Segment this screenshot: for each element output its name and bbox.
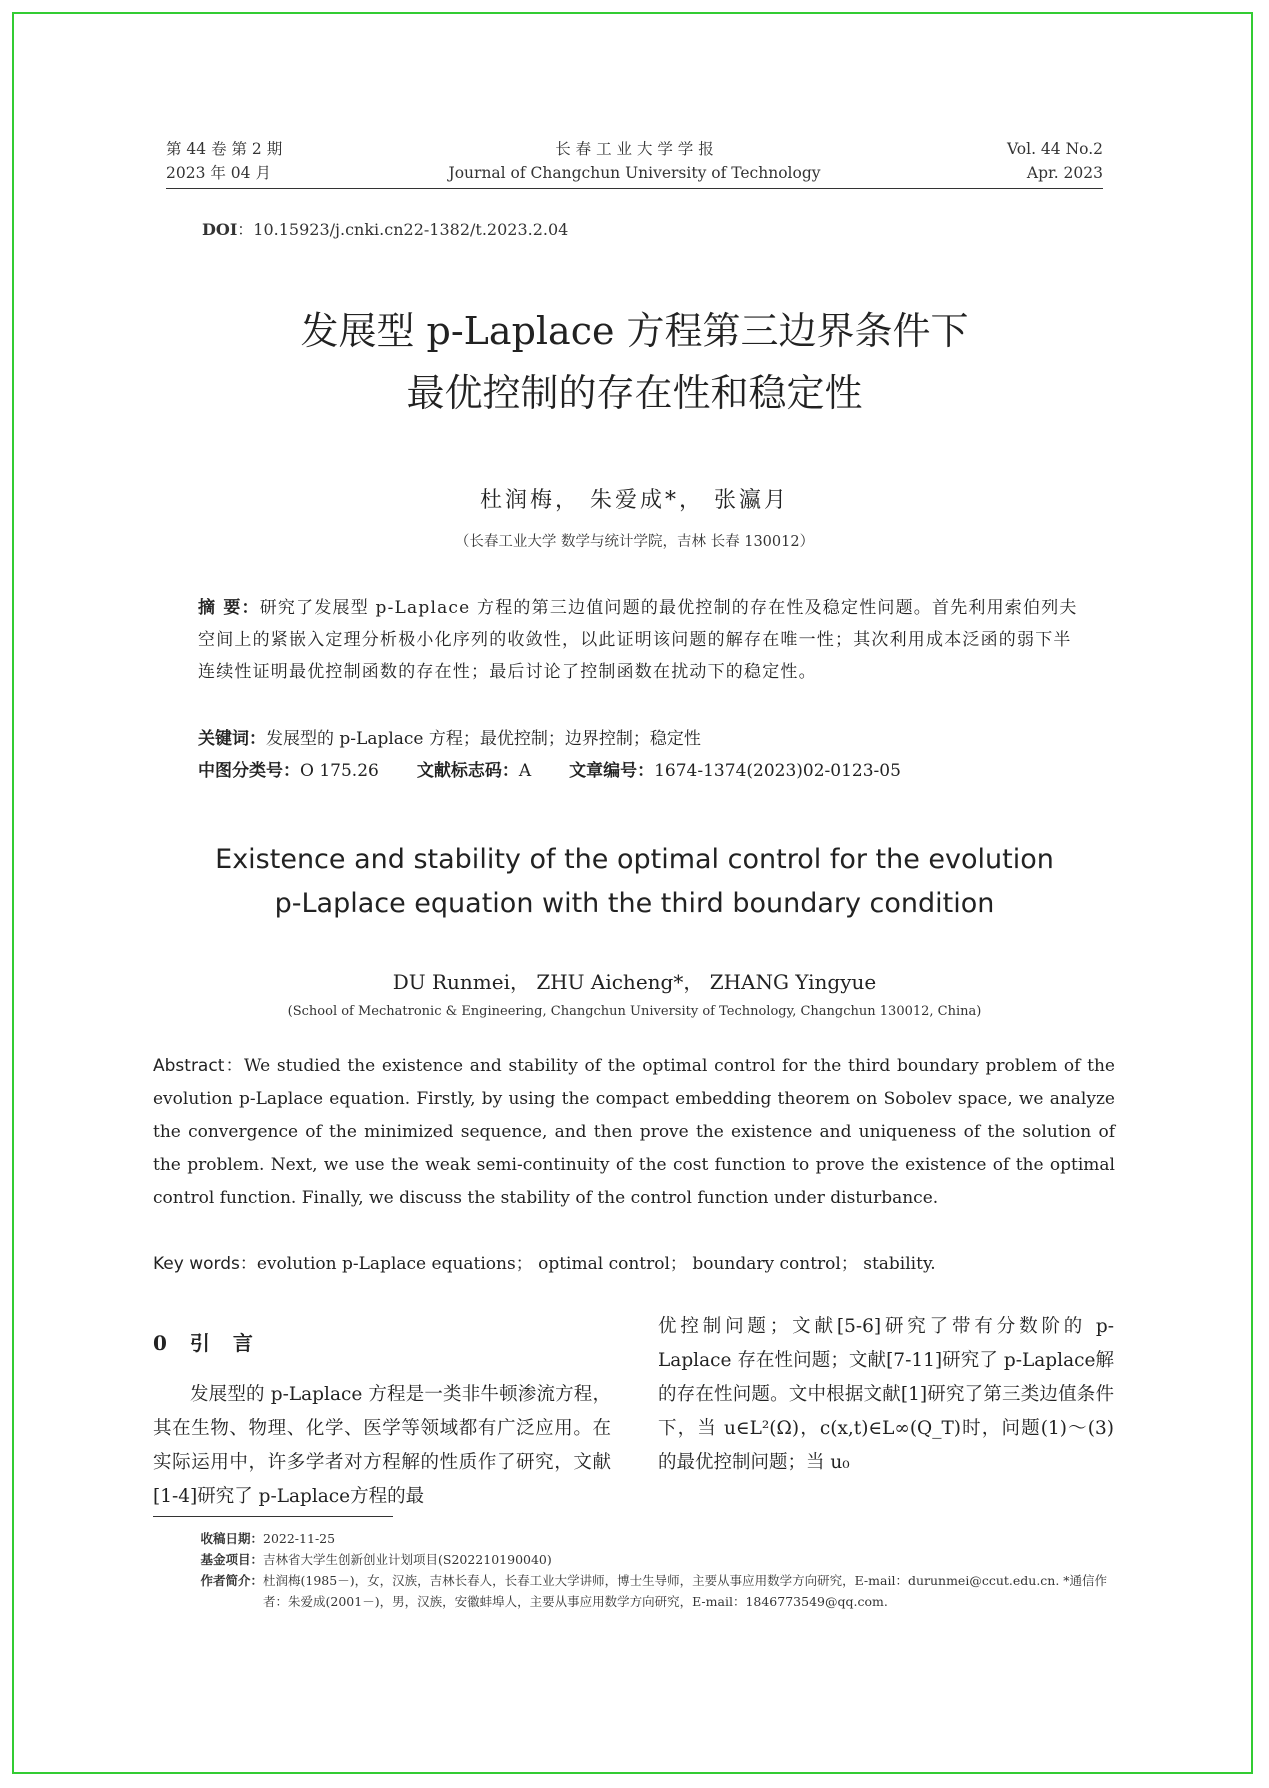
doi-value: ：10.15923/j.cnki.cn22-1382/t.2023.2.04	[237, 220, 569, 239]
doccode-value: A	[518, 761, 532, 781]
paper-title-cn	[0, 300, 1269, 424]
volume-issue: 第 44 卷 第 2 期	[166, 140, 283, 158]
body-left-text: 发展型的 p-Laplace 方程是一类非牛顿渗流方程，其在生物、物理、化学、医学等领域都有广泛应用。在实际运用中，许多学者对方程解的性质作了研究，文献[1-4]研究了 p-Laplace方程的最	[153, 1384, 611, 1507]
header-divider	[166, 188, 1103, 189]
journal-issue-en	[1007, 137, 1103, 185]
issue-date: 2023 年 04 月	[166, 164, 271, 182]
title-en-line2: p-Laplace equation with the third boundary condition	[274, 888, 995, 919]
doi-line	[202, 217, 568, 240]
body-right-text: 优控制问题；文献[5-6]研究了带有分数阶的 p-Laplace 存在性问题；文献[7-11]研究了 p-Laplace解的存在性问题。文中根据文献[1]研究了第三类边值条件下，当 u∈L²(Ω)，c(x,t)∈L∞(Q_T)时，问题(1)～(3)的最优控制问题；当 u₀	[658, 1316, 1114, 1473]
abstract-en-text: We studied the existence and stability of the optimal control for the third boundary problem of the evolution p-Laplace equation. Firstly, by using the compact embedding theorem on Sobolev space, we analyze the convergence of the minimized sequence, and then prove the existence and uniqueness of the solution of the problem. Next, we use the weak semi-continuity of the cost function to prove the existence of the optimal control function. Finally, we discuss the stability of the control function under disturbance.	[153, 1056, 1115, 1208]
abstract-cn	[198, 592, 1078, 688]
abstract-en-label: Abstract：	[153, 1056, 244, 1076]
class-label: 中图分类号：	[198, 761, 300, 781]
authors-cn: 杜润梅， 朱爱成*， 张瀛月	[480, 488, 789, 513]
classification-line	[198, 756, 901, 786]
fund-label: 基金项目：	[200, 1552, 263, 1567]
keywords-cn-label: 关键词：	[198, 729, 266, 749]
author-bio: 杜润梅(1985－)，女，汉族，吉林长春人，长春工业大学讲师，博士生导师，主要从事应用数学方向研究，E-mail：durunmei@ccut.edu.cn. *通信作者：朱爱成(2001－)，男，汉族，安徽蚌埠人，主要从事应用数学方向研究，E-mail：1846773549@qq.com.	[263, 1573, 1108, 1609]
body-left-column	[153, 1378, 611, 1514]
keywords-en-label: Key words：	[153, 1254, 257, 1274]
keywords-cn	[198, 724, 701, 754]
keywords-cn-text: 发展型的 p-Laplace 方程；最优控制；边界控制；稳定性	[266, 729, 701, 749]
received-value: 2022-11-25	[263, 1531, 336, 1546]
title-cn-line2: 最优控制的存在性和稳定性	[406, 371, 863, 415]
article-value: 1674-1374(2023)02-0123-05	[654, 761, 901, 781]
article-label: 文章编号：	[569, 761, 655, 781]
keywords-en-text: evolution p-Laplace equations； optimal control； boundary control； stability.	[256, 1254, 936, 1274]
body-right-column	[658, 1310, 1114, 1480]
section-heading: 0 引 言	[153, 1331, 261, 1355]
title-en-line1: Existence and stability of the optimal control for the evolution	[215, 844, 1054, 875]
class-value: O 175.26	[300, 761, 379, 781]
affiliation-cn: （长春工业大学 数学与统计学院，吉林 长春 130012）	[454, 534, 815, 550]
journal-name-en: Journal of Changchun University of Technology	[448, 164, 821, 182]
authors-en: DU Runmei， ZHU Aicheng*， ZHANG Yingyue	[392, 970, 877, 994]
keywords-en	[153, 1249, 936, 1279]
affiliation-en: (School of Mechatronic & Engineering, Changchun University of Technology, Changchun 130012, China)	[287, 1004, 982, 1019]
abstract-en	[153, 1050, 1115, 1215]
paper-title-en	[0, 838, 1269, 926]
title-cn-line1: 发展型 p-Laplace 方程第三边界条件下	[300, 309, 969, 353]
fund-value: 吉林省大学生创新创业计划项目(S202210190040)	[263, 1552, 552, 1567]
footnote-received	[153, 1528, 1113, 1549]
footnote-divider	[153, 1516, 393, 1517]
journal-name-cn: 长 春 工 业 大 学 学 报	[555, 140, 714, 158]
doi-label: DOI	[202, 220, 238, 239]
footnote-fund	[153, 1549, 1113, 1570]
volume-number: Vol. 44 No.2	[1007, 140, 1103, 158]
received-label: 收稿日期：	[200, 1531, 263, 1546]
bio-label: 作者简介：	[200, 1573, 263, 1588]
doccode-label: 文献标志码：	[416, 761, 519, 781]
issue-date-en: Apr. 2023	[1026, 164, 1103, 182]
abstract-cn-label: 摘 要：	[198, 598, 260, 618]
abstract-cn-text: 研究了发展型 p-Laplace 方程的第三边值问题的最优控制的存在性及稳定性问题。首先利用索伯列夫空间上的紧嵌入定理分析极小化序列的收敛性，以此证明该问题的解存在唯一性；其次利用成本泛函的弱下半连续性证明最优控制函数的存在性；最后讨论了控制函数在扰动下的稳定性。	[198, 598, 1078, 682]
